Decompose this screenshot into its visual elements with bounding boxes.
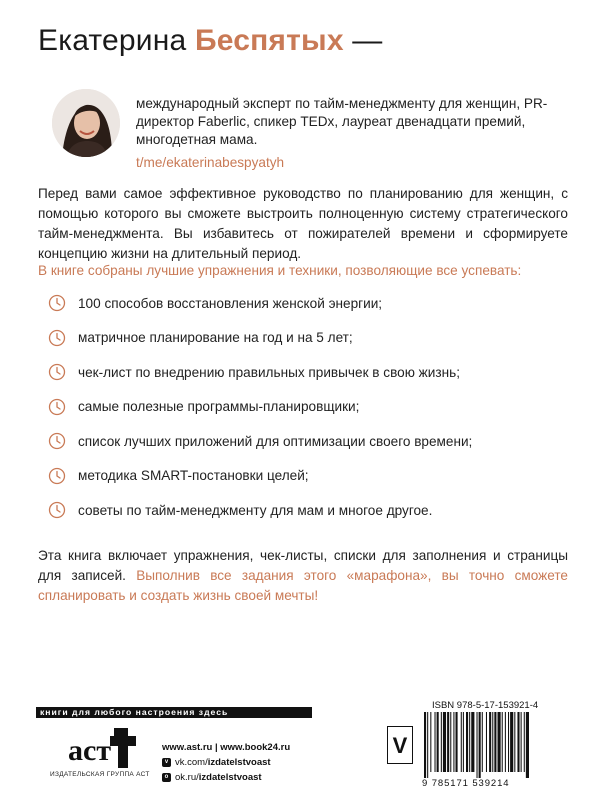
isbn-barcode (422, 712, 568, 778)
barcode-bar (435, 712, 436, 772)
clock-icon (48, 294, 66, 312)
barcode-bar (517, 712, 519, 772)
barcode-bar (510, 712, 513, 772)
barcode-bar (456, 712, 458, 772)
age-mark-text: V (392, 733, 408, 758)
feature-text: список лучших приложений для оптимизации своего времени; (78, 433, 473, 449)
barcode-bar (477, 712, 478, 778)
feature-item (48, 360, 460, 384)
author-surname: Беспятых (194, 24, 344, 57)
clock-icon (48, 501, 66, 519)
feature-item (48, 326, 353, 350)
feature-text: чек-лист по внедрению правильных привычек в свою жизнь; (78, 364, 460, 380)
barcode-bar (514, 712, 515, 772)
feature-item (48, 291, 382, 315)
publisher-tagline: книги для любого настроения здесь (40, 707, 229, 717)
intro-paragraph: Перед вами самое эффективное руководство по планированию для женщин, с помощью которого вы сможете выстроить полноценную систему стратегического тайм-менеджмента. Вы избавитесь от пожирателей времени и сформируете концепцию жизни на длительный период. (38, 186, 568, 261)
publisher-contacts (162, 740, 290, 785)
feature-text: матричное планирование на год и на 5 лет; (78, 330, 353, 345)
heading-dash: — (352, 24, 383, 57)
barcode-bar (466, 712, 468, 772)
barcode-bar (461, 712, 462, 772)
barcode-bar (505, 712, 506, 772)
websites-text[interactable]: www.ast.ru | www.book24.ru (162, 742, 291, 753)
ok-icon: o (162, 773, 171, 782)
barcode-bar (494, 712, 496, 772)
ok-prefix: ok.ru/ (175, 772, 199, 783)
outro-paragraph (38, 546, 568, 606)
clock-icon (48, 398, 66, 416)
barcode-bar (424, 712, 426, 778)
clock-icon (48, 467, 66, 485)
barcode-bar (447, 712, 449, 772)
vk-handle[interactable]: izdatelstvoast (207, 757, 271, 768)
barcode-bar (453, 712, 454, 772)
author-first-name: Екатерина (38, 24, 187, 57)
isbn-text: ISBN 978-5-17-153921-4 (432, 700, 539, 711)
features-heading: В книге собраны лучшие упражнения и техники, позволяющие все успевать: (38, 263, 522, 278)
clock-icon (48, 363, 66, 381)
feature-text: методика SMART-постановки целей; (78, 468, 309, 483)
barcode-digits: 9 785171 539214 (422, 778, 510, 789)
feature-text: самые полезные программы-планировщики; (78, 399, 360, 414)
feature-text: 100 способов восстановления женской энергии; (78, 295, 383, 311)
barcode-bar (524, 712, 525, 772)
author-name-heading (38, 24, 382, 58)
telegram-link[interactable]: t/me/ekaterinabespyatyh (136, 155, 285, 170)
publisher-imprint: ИЗДАТЕЛЬСКАЯ ГРУППА АСТ (50, 771, 150, 778)
barcode-bar (486, 712, 487, 772)
age-rating-mark (387, 726, 413, 764)
clock-icon (48, 329, 66, 347)
outro-plain-text: Эта книга включает упражнения, чек-листы, списки для заполнения и страницы для записей. (38, 548, 568, 583)
barcode-bar (489, 712, 491, 772)
barcode-bar (430, 712, 431, 772)
author-bio: международный эксперт по тайм-менеджменту для женщин, PR-директор Faberlic, спикер TEDx, лауреат двенадцати премий, многодетная мама. (136, 96, 548, 147)
barcode-bar (471, 712, 474, 772)
barcode-bar (492, 712, 493, 772)
outro-accent-text: Выполнив все задания этого «марафона», вы точно сможете спланировать и создать жизнь своей мечты! (38, 568, 568, 603)
vk-prefix: vk.com/ (175, 757, 208, 768)
feature-item (48, 498, 432, 522)
barcode-bar (502, 712, 503, 772)
vk-icon: v (162, 758, 171, 767)
ast-logo (66, 724, 138, 770)
feature-text: советы по тайм-менеджменту для мам и многое другое. (78, 502, 433, 518)
barcode-bar (498, 712, 501, 772)
barcode-bar (508, 712, 509, 772)
author-photo (52, 89, 120, 157)
ok-handle[interactable]: izdatelstvoast (198, 772, 262, 783)
feature-item (48, 429, 472, 453)
barcode-bar (437, 712, 439, 772)
barcode-bar (526, 712, 529, 778)
barcode-bar (427, 712, 428, 778)
feature-item (48, 464, 309, 488)
feature-item (48, 395, 359, 419)
barcode-bar (521, 712, 522, 772)
ast-logo-text: аст (68, 734, 112, 767)
barcode-bar (443, 712, 446, 772)
clock-icon (48, 432, 66, 450)
barcode-bar (482, 712, 483, 772)
barcode-bar (469, 712, 470, 772)
barcode-bar (479, 712, 481, 778)
barcode-bar (463, 712, 464, 772)
barcode-bar (441, 712, 442, 772)
barcode-bar (450, 712, 451, 772)
